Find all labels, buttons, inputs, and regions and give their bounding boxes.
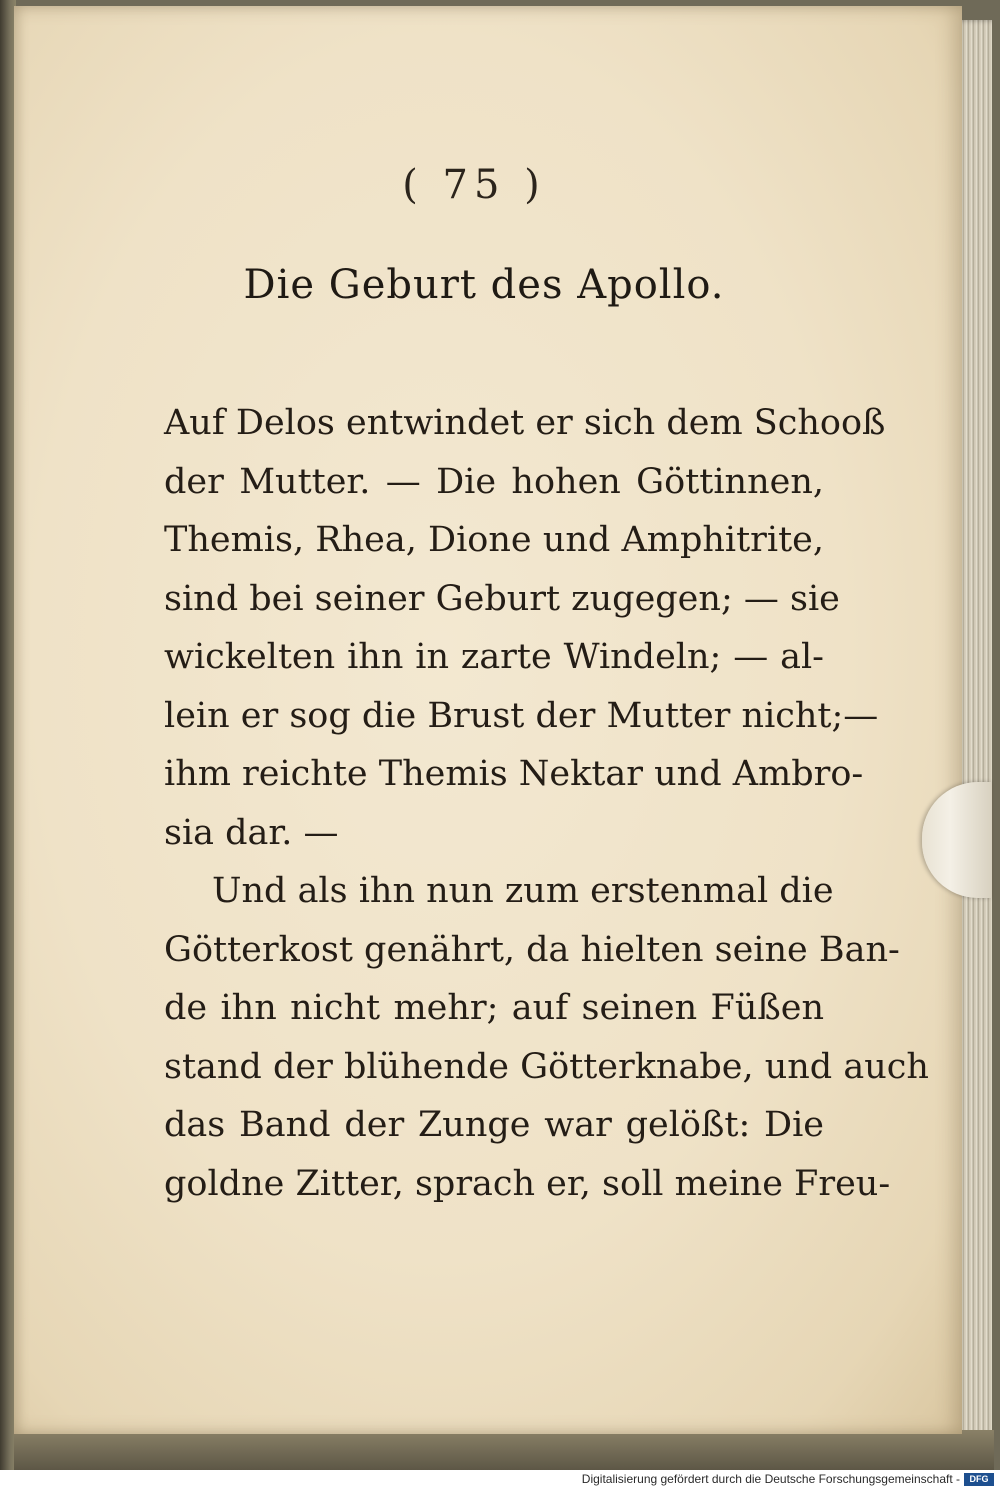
dfg-logo: DFG bbox=[964, 1473, 994, 1486]
text-line: de ihn nicht mehr; auf seinen Füßen bbox=[164, 988, 824, 1028]
text-line: wickelten ihn in zarte Windeln; — al- bbox=[164, 637, 824, 677]
text-line: Und als ihn nun zum erstenmal die bbox=[212, 871, 834, 911]
text-line: lein er sog die Brust der Mutter nicht;— bbox=[164, 695, 879, 736]
text-line: sia dar. — bbox=[164, 812, 339, 853]
book-page bbox=[14, 6, 962, 1434]
page-text bbox=[164, 394, 929, 1213]
bottom-edge bbox=[14, 1430, 994, 1470]
page-number: ( 75 ) bbox=[402, 162, 546, 208]
chapter-title: Die Geburt des Apollo. bbox=[243, 262, 725, 308]
text-line: stand der blühende Götterknabe, und auch bbox=[164, 1046, 929, 1087]
text-line: der Mutter. — Die hohen Göttinnen, bbox=[164, 461, 824, 502]
digitization-footer bbox=[0, 1470, 1000, 1489]
text-line: ihm reichte Themis Nektar und Ambro- bbox=[164, 754, 864, 794]
funding-credit: Digitalisierung gefördert durch die Deutsche Forschungsgemeinschaft - bbox=[581, 1472, 960, 1486]
text-line: sind bei seiner Geburt zugegen; — sie bbox=[164, 578, 840, 619]
text-line: Auf Delos entwindet er sich dem Schooß bbox=[164, 403, 886, 443]
text-line: Themis, Rhea, Dione und Amphitrite, bbox=[164, 520, 824, 560]
text-line: goldne Zitter, sprach er, soll meine Freu- bbox=[164, 1163, 891, 1204]
text-line: das Band der Zunge war gelößt: Die bbox=[164, 1105, 824, 1145]
text-line: Götterkost genährt, da hielten seine Ban- bbox=[164, 929, 900, 970]
